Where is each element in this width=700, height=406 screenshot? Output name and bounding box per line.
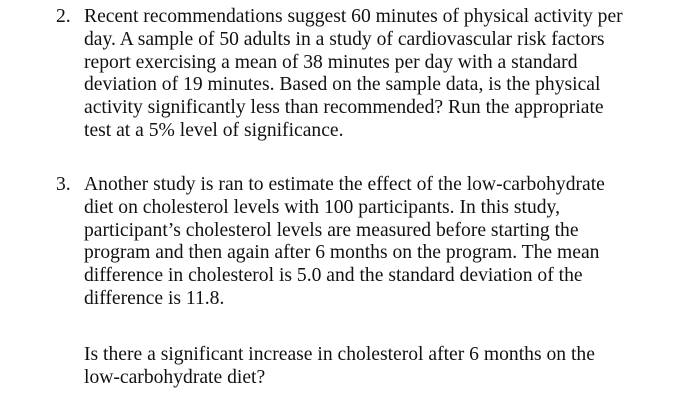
problem-3-question-line: Is there a significant increase in cholesterol after 6 months on the — [84, 344, 595, 365]
problem-3-line: difference is 11.8. — [84, 287, 225, 309]
problem-number: 2. — [56, 6, 71, 27]
problem-2-text — [84, 6, 676, 143]
problem-2-line: report exercising a mean of 38 minutes per day with a standard — [84, 51, 578, 73]
problem-3-line: diet on cholesterol levels with 100 participants. In this study, — [84, 196, 560, 218]
problem-3-question — [84, 344, 684, 390]
problem-3-question-line: low-carbohydrate diet? — [84, 366, 266, 388]
problem-2-line: deviation of 19 minutes. Based on the sample data, is the physical — [84, 74, 601, 96]
problem-3-line: program and then again after 6 months on the program. The mean — [84, 242, 600, 264]
problem-2 — [56, 6, 676, 143]
problem-3-text — [84, 174, 676, 311]
problem-3-line: Another study is ran to estimate the effect of the low-carbohydrate — [84, 174, 605, 195]
problem-number: 3. — [56, 174, 71, 195]
problem-3-line: difference in cholesterol is 5.0 and the standard deviation of the — [84, 265, 583, 287]
problem-2-line: Recent recommendations suggest 60 minutes of physical activity per — [84, 6, 623, 27]
problem-3-line: participant’s cholesterol levels are measured before starting the — [84, 219, 579, 241]
problem-2-line: test at a 5% level of significance. — [84, 119, 344, 141]
problem-2-line: day. A sample of 50 adults in a study of cardiovascular risk factors — [84, 28, 605, 50]
problem-2-line: activity significantly less than recommended? Run the appropriate — [84, 97, 604, 119]
problem-3 — [56, 174, 676, 311]
